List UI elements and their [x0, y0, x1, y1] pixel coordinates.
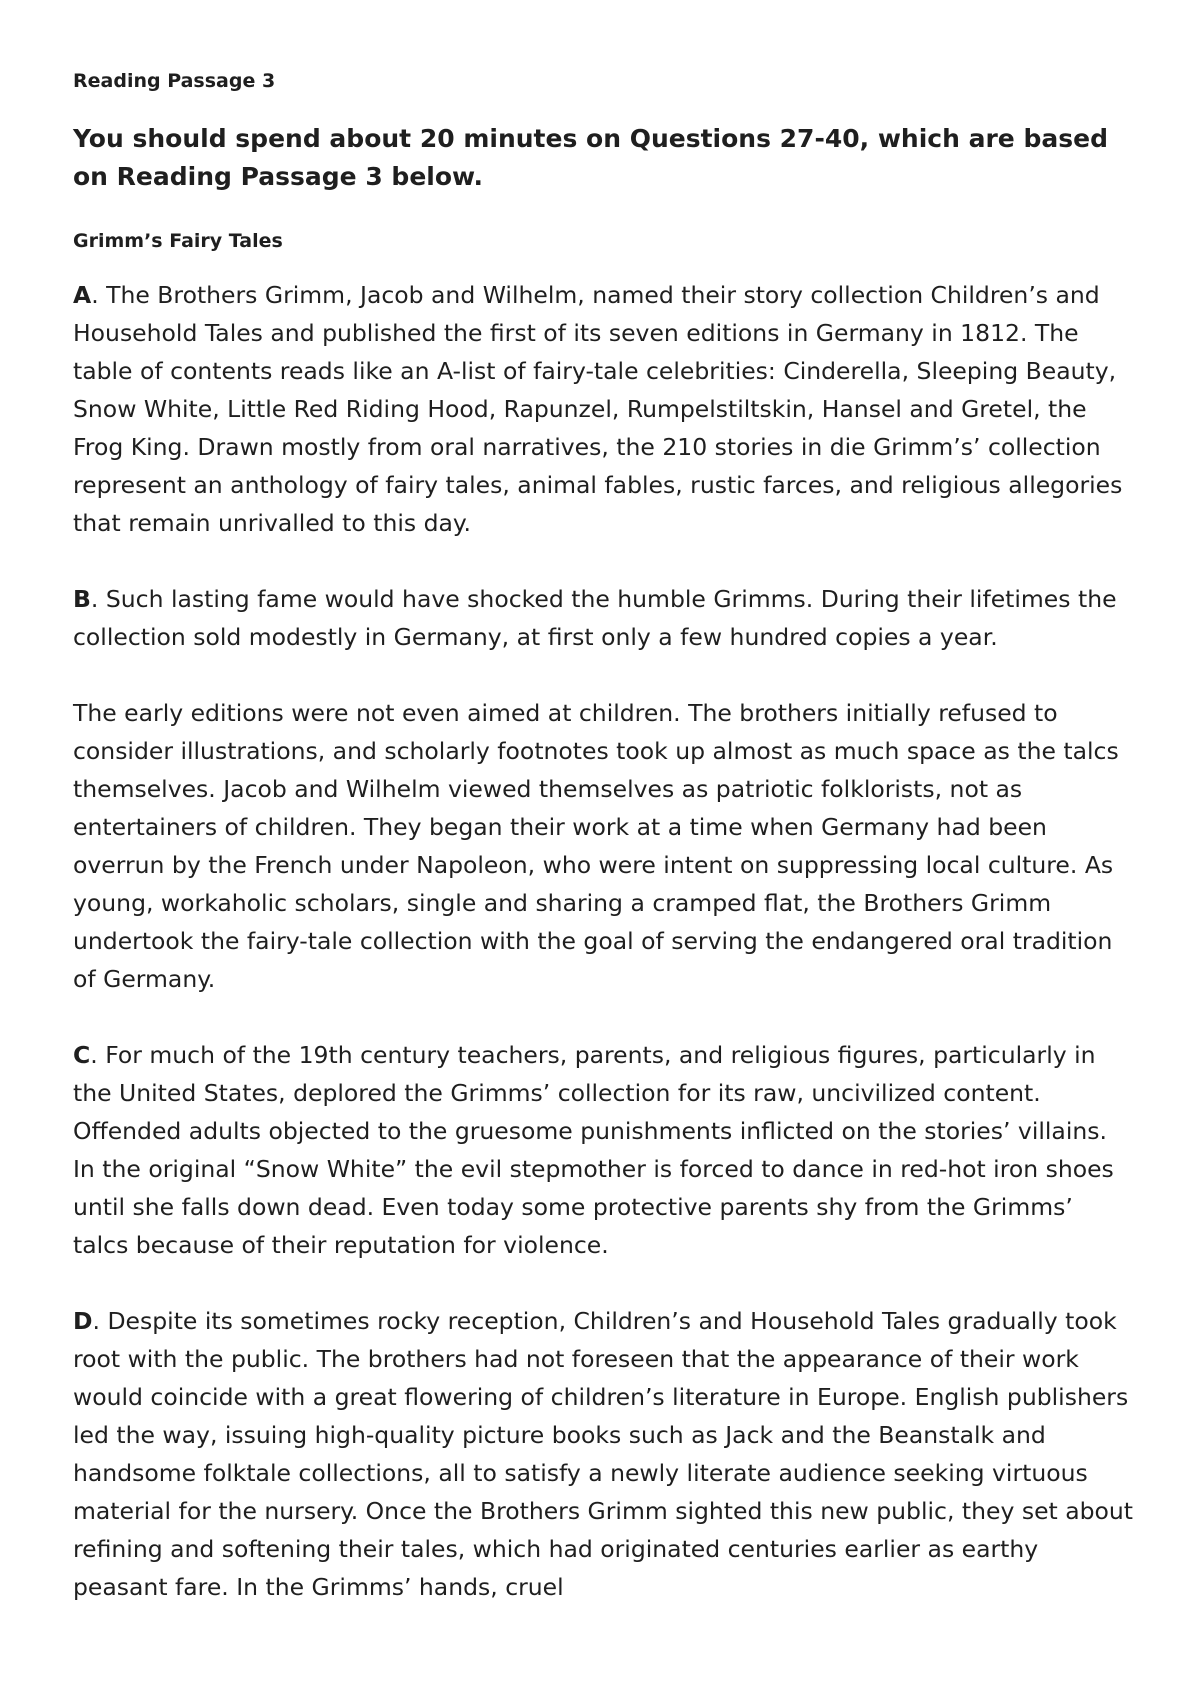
paragraph-b [73, 580, 1133, 656]
paragraph-b-continued [73, 694, 1133, 998]
paragraph-a [73, 276, 1133, 542]
paragraph-letter: A [73, 281, 92, 309]
passage-label: Reading Passage 3 [73, 70, 276, 92]
paragraph-text: The early editions were not even aimed at children. The brothers initially refused to consider illustrations, and scholarly footnotes took up almost as much space as the talcs themselves. Jacob and Wilhelm viewed themselves as patriotic folklorists, not as entertainers of children. They began their work at a time when Germany had been overrun by the French under Napoleon, who were intent on suppressing local culture. As young, workaholic scholars, single and sharing a cramped flat, the Brothers Grimm undertook the fairy-tale collection with the goal of serving the endangered oral tradition of Germany. [73, 699, 1119, 993]
paragraph-text: . Such lasting fame would have shocked the humble Grimms. During their lifetimes the collection sold modestly in Germany, at first only a few hundred copies a year. [73, 585, 1117, 651]
paragraph-letter: C [73, 1041, 91, 1069]
paragraph-text: . The Brothers Grimm, Jacob and Wilhelm, named their story collection Children’s and Household Tales and published the first of its seven editions in Germany in 1812. The table of contents reads like an A-list of fairy-tale celebrities: Cinderella, Sleeping Beauty, Snow White, Little Red Riding Hood, Rapunzel, Rumpelstiltskin, Hansel and Gretel, the Frog King. Drawn mostly from oral narratives, the 210 stories in die Grimm’s’ collection represent an anthology of fairy tales, animal fables, rustic farces, and religious allegories that remain unrivalled to this day. [73, 281, 1123, 537]
document-page [73, 66, 1133, 1644]
paragraph-c [73, 1036, 1133, 1264]
paragraph-text: . For much of the 19th century teachers, parents, and religious figures, particularly in the United States, deplored the Grimms’ collection for its raw, uncivilized content. Offended adults objected to the gruesome punishments inflicted on the stories’ villains. In the original “Snow White” the evil stepmother is forced to dance in red-hot iron shoes until she falls down dead. Even today some protective parents shy from the Grimms’ talcs because of their reputation for violence. [73, 1041, 1114, 1259]
paragraph-d [73, 1302, 1133, 1606]
paragraph-letter: B [73, 585, 91, 613]
paragraph-letter: D [73, 1307, 93, 1335]
passage-title: Grimm’s Fairy Tales [73, 230, 283, 252]
instructions: You should spend about 20 minutes on Questions 27-40, which are based on Reading Passage 3 below. [73, 124, 1108, 191]
paragraph-text: . Despite its sometimes rocky reception, Children’s and Household Tales gradually took root with the public. The brothers had not foreseen that the appearance of their work would coincide with a great flowering of children’s literature in Europe. English publishers led the way, issuing high-quality picture books such as Jack and the Beanstalk and handsome folktale collections, all to satisfy a newly literate audience seeking virtuous material for the nursery. Once the Brothers Grimm sighted this new public, they set about refining and softening their tales, which had originated centuries earlier as earthy peasant fare. In the Grimms’ hands, cruel [73, 1307, 1134, 1601]
